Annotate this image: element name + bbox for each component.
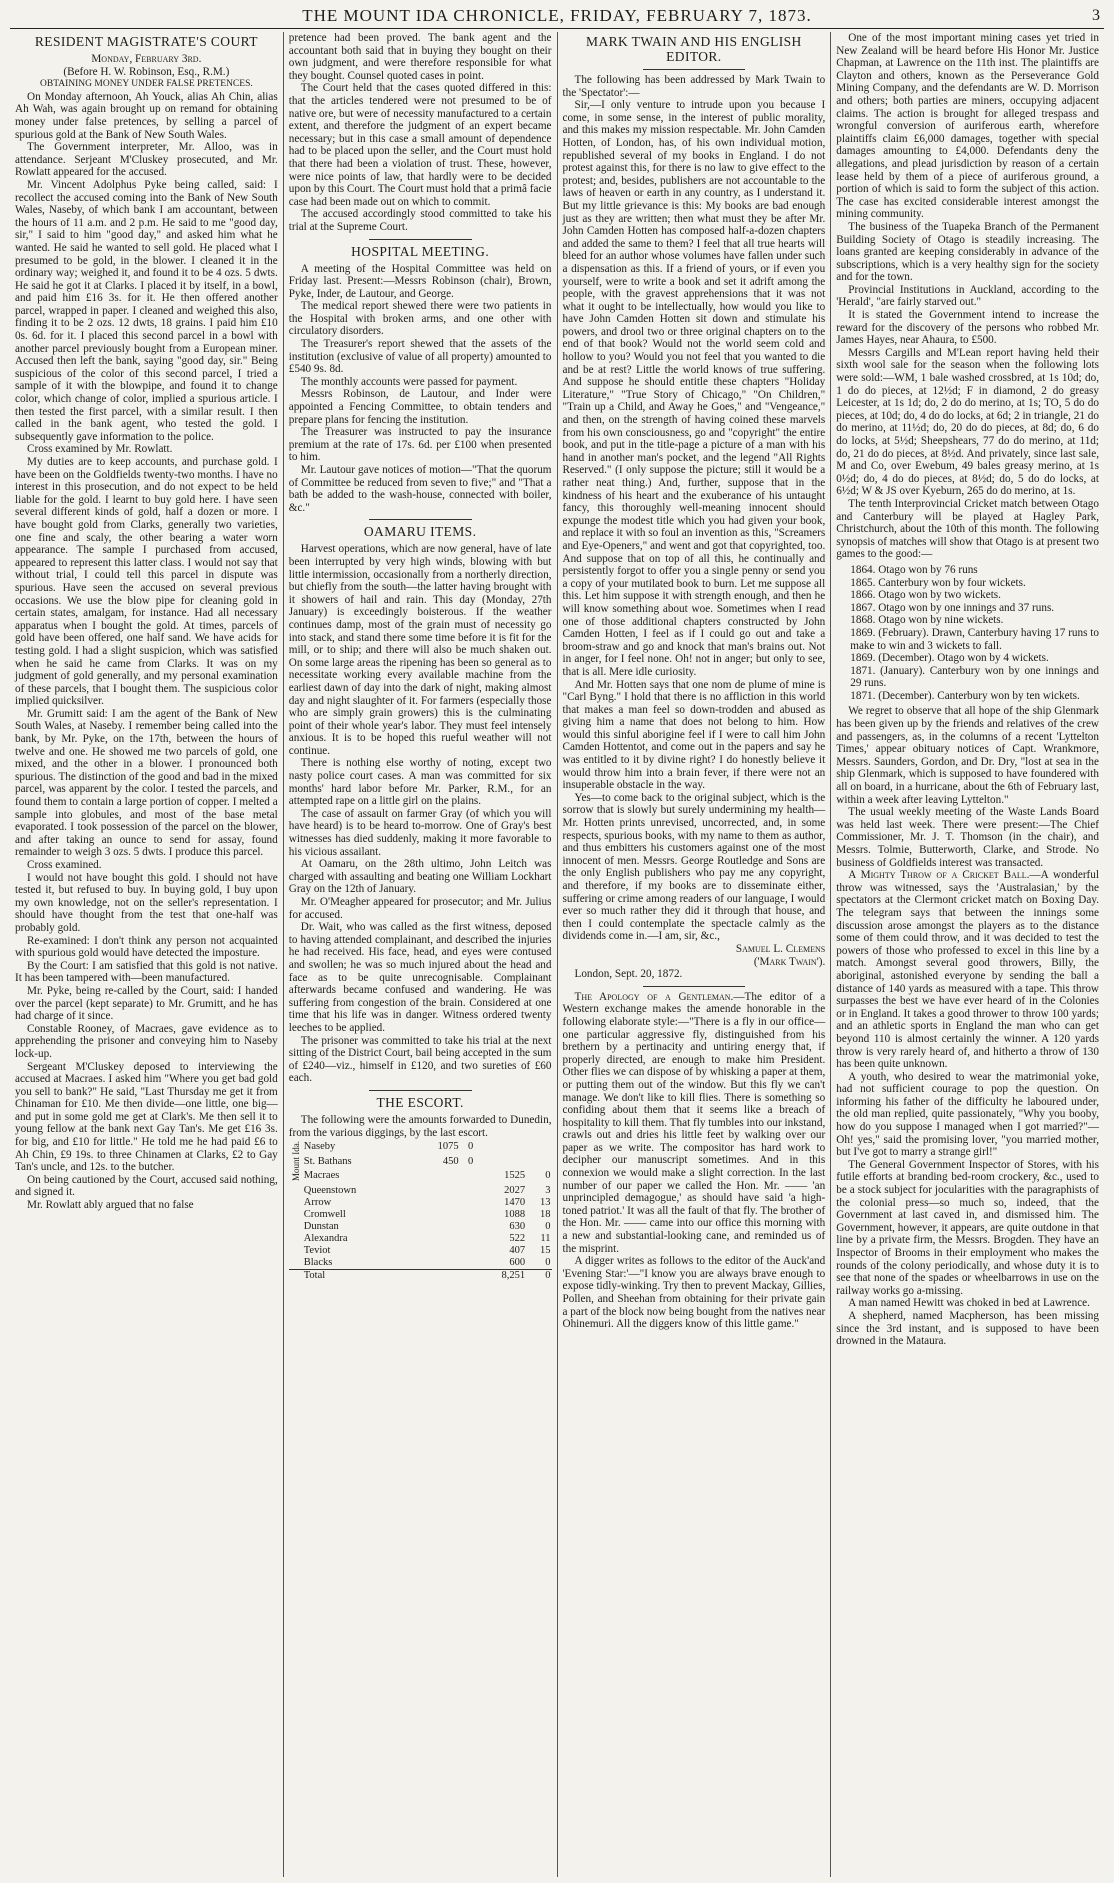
list-item: 1869. (February). Drawn, Canterbury having 17 runs to make to win and 3 wickets to fall. xyxy=(850,626,1099,652)
paragraph: The following has been addressed by Mark Twain to the 'Spectator':— xyxy=(562,74,826,99)
apology-paragraph xyxy=(563,991,826,1255)
divider xyxy=(369,519,472,520)
paragraph: The Government interpreter, Mr. Alloo, was in attendance. Serjeant M'Cluskey prosecuted, and Mr. Rowlatt appeared for the accused. xyxy=(15,141,278,179)
headline-hospital: HOSPITAL MEETING. xyxy=(351,243,490,259)
table-row xyxy=(289,1141,552,1156)
paragraph: On being cautioned by the Court, accused said nothing, and signed it. xyxy=(15,1173,278,1199)
list-item: 1867. Otago won by one innings and 37 runs. xyxy=(850,601,1055,614)
escort-oz: 1075 xyxy=(437,1141,459,1153)
headline-court: RESIDENT MAGISTRATE'S COURT xyxy=(34,34,258,49)
paragraph: Messrs Cargills and M'Lean report having held their sixth wool sale for the season when the following lots were sold:—WM, 1 bale washed crossbred, at 1s 10d; do, 1 do do pieces, at 12½d; F in diamond, 2 do greasy Leicester, at 1s 1d; do, 2 do do merino, at 1s; TO, 5 do do pieces, at 10d; do, 4 do do locks, at 6d; 2 in triangle, 21 do do merino, at 11½d; do, 20 do do pieces, at 8d; do, 6 do do locks, at 5½d; Sheepshears, 77 do do merino, at 11d; do, 21 do do pieces, at 8½d. And privately, since last sale, M and Co, over Ewebum, 49 bales greasy merino, at 1s 0½d; do, 4 do do pieces, at 8½d; do, 5 do do locks, at 6½d; W & JS over Kyeburn, 265 do do merino, at 1s. xyxy=(836,346,1099,498)
escort-group-label: Mount Ida. xyxy=(290,1141,301,1182)
escort-place: St. Bathans xyxy=(303,1155,352,1167)
paragraph: The Treasurer was instructed to pay the insurance premium at the rate of 17s. 6d. per £100 when presented to him. xyxy=(288,426,552,464)
paragraph: It is stated the Government intend to increase the reward for the discovery of the persons who robbed Mr. James Hayes, near Ahaura, to £500. xyxy=(836,309,1099,347)
escort-place: Dunstan xyxy=(303,1221,339,1233)
escort-place: Arrow xyxy=(303,1197,332,1209)
escort-intro: The following were the amounts forwarded to Dunedin, from the various diggings, by the last escort. xyxy=(288,1113,552,1139)
divider xyxy=(643,986,746,987)
paragraph: The Court held that the cases quoted differed in this: that the articles tendered were not presumed to be of native ore, but were of necessity manufactured to a certain extent, and therefore the judgment of an expert became necessary; but in this case a small amount of dependence had to be placed upon the seller, and the Court must hold that there had been a violation of trust. These, however, were nice points of law, that hardly were to be decided upon by this Court. The Court must hold that a primâ facie case had been made out on which to commit. xyxy=(288,82,552,208)
table-row xyxy=(289,1221,552,1233)
divider xyxy=(369,239,472,240)
paragraph: Yes—to come back to the original subject, which is the sorrow that is slowly but surely undermining my health—Mr. Hotten prints unrevised, uncorrected, and, in some respects, spurious books, with my name to them as author, and thus embitters his customers against one of the most innocent of men. Messrs. George Routledge and Sons are the only English publishers who pay me any copyright, and therefore, if my books are to disseminate either, suffering or crime among readers of our language, I would ever so much rather they did it through that house, and then I could contemplate the spectacle calmly as the dividends come in.—I am, sir, &c., xyxy=(562,791,826,943)
escort-dwt: 11 xyxy=(540,1233,551,1245)
escort-oz: 522 xyxy=(509,1233,526,1245)
paragraph: Re-examined: I don't think any person not acquainted with spurious gold would have detected the imposture. xyxy=(15,934,278,960)
paragraph: Mr. Grumitt said: I am the agent of the Bank of New South Wales, at Naseby. I remember being called into the bank, by Mr. Pyke, on the 17th, between the hours of twelve and one. He showed me two parcels of gold, one mixed, and the other in a blower. I pronounced both spurious. The distinction of the good and bad in the mixed parcel, was apparent by the color. I tested the parcels, and found them to contain a large portion of copper. I melted a sample into globules, and most of the base metal evaporated. I took possession of the parcel on the blower, and after taking an ounce to send for assay, found remainder to weigh 3 ozs. 5 dwts. I produce this parcel. xyxy=(15,707,278,859)
page-number: 3 xyxy=(1092,7,1100,24)
paragraph: The medical report shewed there were two patients in the Hospital with broken arms, and one other with circulatory disorders. xyxy=(288,300,552,338)
escort-oz: 2027 xyxy=(504,1185,526,1197)
list-item: 1864. Otago won by 76 runs xyxy=(850,563,978,576)
escort-total-dwt: 0 xyxy=(545,1270,551,1282)
escort-dwt: 0 xyxy=(545,1221,551,1233)
column-1 xyxy=(10,32,284,1877)
escort-dwt: 0 xyxy=(545,1257,551,1269)
paragraph: The business of the Tuapeka Branch of the Permanent Building Society of Otago is steadily increasing. The loans granted are keeping considerably in advance of the subscriptions, which is a very healthy sign for the society and for the town. xyxy=(836,220,1099,284)
list-item: 1871. (December). Canterbury won by ten wickets. xyxy=(850,689,1080,702)
paragraph: The tenth Interprovincial Cricket match between Otago and Canterbury will be played at Hagley Park, Christchurch, about the 10th of this month. The following synopsis of matches will show that Otago is at present two games to the good:— xyxy=(836,497,1099,561)
paragraph: Messrs Robinson, de Lautour, and Inder were appointed a Fencing Committee, to obtain tenders and prepare plans for fencing the institution. xyxy=(288,388,552,426)
cricket-ball-text: —A wonderful throw was witnessed, says the 'Australasian,' by the spectators at the Clermont cricket match on Boxing Day. The telegram says that between the innings some discussion arose amongst the players as to the distance some of them could throw, and it was decided to test the powers of those who professed to excel in this line by a match. Amongst several good throwers, Billy, the aboriginal, astonished everyone by sending the ball a distance of 140 yards as measured with a tape. This throw surpasses the best we have ever heard of in the Colonies or in England. It takes a good thrower to throw 100 yards; and an athletic sports in England the man who can get beyond 110 is almost certainly the winner. A 120 yards throw is very rarely heard of, and hitherto a throw of 130 has been quite unknown. xyxy=(836,869,1099,1071)
paragraph: pretence had been proved. The bank agent and the accountant both said that in buying they bought on their own judgment, and were therefore responsible for what they bought. Counsel quoted cases in point. xyxy=(288,32,552,82)
escort-dwt: 18 xyxy=(540,1209,551,1221)
paragraph: A youth, who desired to wear the matrimonial yoke, had not sufficient courage to pop the question. On informing his father of the difficulty he laboured under, the old man replied, quite passionately, "Why you booby, how do you suppose I managed when I got married?"—Oh! yes," said the promising lover, "you married mother, but I've got to marry a strange girl!" xyxy=(836,1070,1099,1159)
paragraph: The General Government Inspector of Stores, with his futile efforts at branding bed-room crockery, &c., used to be a stock subject for jocularities with the paragraphists of the colonial press—so much so, indeed, that the Government at last caved in, and dismissed him. The Government, however, it appears, are quite outdone in that line by a private firm, the Messrs. Brogden. They have an Inspector of Brooms in their employment who makes the rounds of the colony periodically, and whose duty it is to see that none of the spades or wheelbarrows in use on the railway works go a-missing. xyxy=(836,1158,1099,1297)
list-item: 1868. Otago won by nine wickets. xyxy=(850,614,1004,627)
paragraph: A man named Hewitt was choked in bed at Lawrence. xyxy=(848,1297,1090,1310)
table-row xyxy=(289,1257,552,1270)
escort-oz: 450 xyxy=(442,1155,459,1167)
paragraph: Mr. Rowlatt ably argued that no false xyxy=(27,1199,194,1212)
escort-dwt xyxy=(460,1170,475,1185)
signature-alias: ('Mark Twain'). xyxy=(753,955,826,968)
paragraph: The monthly accounts were passed for payment. xyxy=(300,375,518,388)
table-row xyxy=(289,1233,552,1245)
escort-dwt: 0 xyxy=(468,1141,474,1153)
table-row xyxy=(289,1245,552,1257)
escort-oz: 1470 xyxy=(504,1197,526,1209)
table-row xyxy=(289,1185,552,1197)
table-row xyxy=(289,1156,552,1171)
table-row xyxy=(289,1197,552,1209)
escort-place: Alexandra xyxy=(303,1233,348,1245)
escort-place: Blacks xyxy=(303,1257,333,1269)
escort-place: Naseby xyxy=(303,1141,336,1153)
column-2 xyxy=(284,32,558,1877)
escort-dwt: 15 xyxy=(540,1245,551,1257)
paragraph: Harvest operations, which are now general, have of late been interrupted by very high winds, blowing with but little intermission, occasionally from a northerly direction, but chiefly from the south—the latter having brought with it showers of hail and rain. This day (Monday, 27th January) is exceedingly boisterous. If the weather continues damp, most of the grain must of necessity go into stack, and stand there some time before it is fit for the mill, or to ship; and there will also be much shaken out. On some large areas the ripening has been so general as to necessitate working every available machine from the earliest dawn of day into the dark of night, making almost day and night slaughter of it. For farmers (especially those who are simply grain growers) this is the culminating point of their whole year's labor. They must feel intensely anxious. It is to be hoped this rueful weather will not continue. xyxy=(288,543,552,757)
escort-place: Cromwell xyxy=(303,1209,346,1221)
list-item: 1869. (December). Otago won by 4 wickets. xyxy=(850,652,1049,665)
masthead-title: THE MOUNT IDA CHRONICLE, FRIDAY, FEBRUARY 7, 1873. xyxy=(302,6,812,25)
paragraph: By the Court: I am satisfied that this gold is not native. It has been tampered with—been manufactured. xyxy=(15,959,278,985)
divider xyxy=(369,1090,472,1091)
table-row xyxy=(289,1209,552,1221)
paragraph: A digger writes as follows to the editor of the Auck'and 'Evening Star:'—"I know you are always brave enough to expose tidly-winking. Try then to prevent Mackay, Gillies, Pollen, and Sheehan from obtaining for their private gain a part of the block now being bought from the natives near Ohinemuri. All the diggers know of this little game." xyxy=(562,1255,826,1331)
paragraph: A meeting of the Hospital Committee was held on Friday last. Present:—Messrs Robinson (chair), Brown, Pyke, Inder, de Lautour, and George. xyxy=(288,262,552,300)
paragraph: There is nothing else worthy of noting, except two nasty police court cases. A man was committed for six months' hard labor before Mr. Parker, R.M., for an attempted rape on a little girl on the plains. xyxy=(288,757,552,808)
list-item: 1866. Otago won by two wickets. xyxy=(850,589,1001,602)
escort-table xyxy=(289,1141,552,1282)
escort-subtotal-dwt: 0 xyxy=(545,1170,551,1182)
escort-place: Queenstown xyxy=(303,1185,357,1197)
cricket-list xyxy=(850,564,1099,703)
paragraph: Sergeant M'Cluskey deposed to interviewing the accused at Macraes. I asked him "Where you get bad gold you sell to bank?" He said, "Last Thursday me get it from Chinaman for £10. Me then divide—one little, one big—and put in some gold me get at Clark's. Me then sell it to young fellow at the bank next Gay Tan's. Me get £16 3s. for big, and £10 for little." He told me he had paid £6 to Ah Chin, £9 19s. to three Chinamen at Clarks, £2 to Gay Tan's uncle, and 12s. to the butcher. xyxy=(15,1060,278,1174)
court-subhead: OBTAINING MONEY UNDER FALSE PRETENCES. xyxy=(40,79,253,90)
signature: Samuel L. Clemens xyxy=(735,942,826,955)
paragraph: Mr. Lautour gave notices of motion—"That the quorum of Committee be reduced from seven to five;" and "That a bath be added to the wash-house, connected with boiler, &c." xyxy=(288,464,552,514)
paragraph: Dr. Wait, who was called as the first witness, deposed to having attended complainant, and described the injuries he had received. His face, head, and eyes were contused and swollen; he was so much injured about the head and face as to be quite unrecognisable. Complainant afterwards became confused and wandering. He was suffering from congestion of the brain. Considered at one time that his life was in danger. Witness ordered twenty leeches to be applied. xyxy=(288,921,552,1034)
column-4 xyxy=(831,32,1104,1877)
paragraph: I would not have bought this gold. I should not have tested it, but refused to buy. In buying gold, I buy upon my own knowledge, not on the seller's representation. I should have thought from the test that one-half was probably gold. xyxy=(15,871,278,934)
paragraph: We regret to observe that all hope of the ship Glenmark has been given up by the friends and relatives of the crew and passengers, as, in the columns of a recent 'Lyttelton Times,' appear obituary notices of Capt. Wrankmore, Messrs. Saunders, Gordon, and Dr. Dry, "lost at sea in the ship Glenmark, which is supposed to have foundered with all on board, in a hurricane, about the 6th of February last, within a week after leaving Lyttelton." xyxy=(836,705,1099,806)
court-date: Monday, February 3rd. xyxy=(91,53,202,65)
paragraph: And Mr. Hotten says that one nom de plume of mine is "Carl Byng." I hold that there is no affliction in this world that makes a man feel so down-trodden and abused as giving him a name that does not belong to him. How would this sinful aborigine feel if I were to call him John Camden Hottentot, and come out in the papers and say he was entitled to it by divine right? I do honestly believe it would throw him into a brain fever, if there were not an insuperable obstacle in the way. xyxy=(562,678,826,792)
paragraph: Mr. Pyke, being re-called by the Court, said: I handed over the parcel (kept separate) to Mr. Grumitt, and he has had charge of it since. xyxy=(15,984,278,1023)
column-3 xyxy=(558,32,832,1877)
cricket-ball-lead: A Mighty Throw of a Cricket Ball. xyxy=(848,869,1030,882)
paragraph: The prisoner was committed to take his trial at the next sitting of the District Court, bail being accepted in the sum of £240—viz., himself in £120, and two sureties of £60 each. xyxy=(288,1034,552,1085)
paragraph: The Treasurer's report shewed that the assets of the institution (exclusive of value of all property) amounted to £540 9s. 8d. xyxy=(288,338,552,376)
paragraph: Sir,—I only venture to intrude upon you because I come, in some sense, in the interest of public morality, and this makes my mission respectable. Mr. John Camden Hotten, of London, has, of his own individual motion, republished several of my books in England. I do not protest against this, for there is no law to give effect to the protest; and, besides, publishers are not accountable to the laws of heaven or earth in any country, as I understand it. But my little grievance is this: My books are bad enough just as they are written; then what must they be after Mr. John Camden Hotten has composed half-a-dozen chapters and added the same to them? I feel that all true hearts will bleed for an author whose volumes have fallen under such a dispensation as this. If a friend of yours, or if even you yourself, were to write a book and set it adrift among the people, with the gravest apprehensions that it was not what it ought to be intellectually, how would you like to have John Camden Hotten sit down and stimulate his powers, and drool two or three original chapters on to the end of that book? Would not the world seem cold and hollow to you? Would you not feel that you wanted to die and be at rest? Little the world knows of true suffering. And suppose he should entitle these chapters "Holiday Literature," "True Story of Chicago," "On Children," "Train up a Child, and Away he Goes," and "Vengeance," and then, on the strength of having coined these marvels from his own consciousness, go and "copyright" the entire book, and put in the title-page a picture of a man with his hand in another man's pocket, and the legend "All Rights Reserved." (I only suppose the picture; still it would be a rather neat thing.) And, further, suppose that in the kindness of his heart and the exuberance of his untaught fancy, this thoroughly well-meaning innocent should expunge the modest title which you had given your book, and replace it with so foul an invention as this, "Screamers and Eye-Openers," and went and got that copyrighted, too. And suppose that on top of all this, he continually and persistently forgot to offer you a single penny or send you a copy of your mutilated book to burn. Let me suppose all this. Let him suppose it with strength enough, and then he will know something about woe. Sometimes when I read one of those additional chapters constructed by John Camden Hotten, I feel as if I could go out and take a broom-straw and go and knock that man's brains out. Not in anger, for I feel none. Oh! not in anger; but only to see, that is all. Mere idle curiosity. xyxy=(562,99,826,678)
paragraph: Constable Rooney, of Macraes, gave evidence as to apprehending the prisoner and conveying him to Naseby lock-up. xyxy=(15,1022,278,1060)
paragraph: At Oamaru, on the 28th ultimo, John Leitch was charged with assaulting and beating one William Lockhart Gray on the 12th of January. xyxy=(288,858,552,896)
headline-escort: THE ESCORT. xyxy=(376,1094,464,1110)
paragraph: Mr. Vincent Adolphus Pyke being called, said: I recollect the accused coming into the Bank of New South Wales, Naseby, of which bank I am accountant, between the hours of 11 a.m. and 2 p.m. He said to me "good day, sir," I said to him "good day," and asked him what he wanted. He said he wanted to sell gold. He placed what I presumed to be gold, in the blower. I cleaned it in the ordinary way; weighed it, and found it to be 4 ozs. 5 dwts. He said he got it at Clarks. I placed it by itself, in a bowl, and paid him £16 3s. for it. He then offered another parcel, wrapped in paper. I cleaned and weighed this also, finding it to be 2 ozs. 12 dwts, 18 grains. I paid him £10 0s. 6d. for it. I placed this second parcel in a bowl with another parcel previously bought from a European miner. Accused then left the bank, saying "good day, sir." Being suspicious of the color of this second parcel, I tried a sample of it with the blowpipe, and found it to change color, which change of color, implied a spurious article. I then tested the first parcel, with a similar result. I then called in the bank agent, who tested the gold. I subsequently gave information to the police. xyxy=(15,178,278,443)
escort-total-label: Total xyxy=(303,1270,326,1282)
escort-place: Teviot xyxy=(303,1245,331,1257)
paragraph: A shepherd, named Macpherson, has been missing since the 3rd instant, and is supposed to have been drowned in the Mataura. xyxy=(836,1309,1099,1348)
table-row xyxy=(289,1170,552,1185)
paragraph: On Monday afternoon, Ah Youck, alias Ah Chin, alias Ah Wah, was again brought up on remand for obtaining money under false pretences, by selling a parcel of spurious gold at the Bank of New South Wales. xyxy=(15,90,278,141)
apology-lead: The Apology of a Gentleman. xyxy=(574,990,734,1003)
paragraph: One of the most important mining cases yet tried in New Zealand will be heard before His Honor Mr. Justice Chapman, at Lawrence on the 11th inst. The plaintiffs are Clayton and others, known as the Perseverance Gold Mining Company, and the defendants are W. D. Morrison and others; both parties are miners, occupying adjacent claims. The action is brought for alleged trespass and wrongful conversion of auriferous earth, wherefore plaintiffs claim £6,000 damages, together with special damages amounting to £4,000. Defendants deny the allegations, and plead jurisdiction by reason of a certain lease held by them of a piece of auriferous ground, a portion of which is said to form the subject of this action. The case has excited considerable interest amongst the mining community. xyxy=(836,32,1099,221)
escort-oz: 407 xyxy=(509,1245,526,1257)
list-item: 1865. Canterbury won by four wickets. xyxy=(850,576,1026,589)
paragraph: Provincial Institutions in Auckland, according to the 'Herald', "are fairly starved out." xyxy=(836,283,1099,309)
paragraph: Cross examined by Mr. Rowlatt. xyxy=(27,443,173,456)
columns xyxy=(10,32,1104,1877)
escort-dwt: 3 xyxy=(545,1185,551,1197)
escort-oz xyxy=(413,1170,460,1185)
escort-dwt: 0 xyxy=(468,1155,474,1167)
paragraph: My duties are to keep accounts, and purchase gold. I have been on the Goldfields twenty-two months. I have no interest in this prosecution, and do not expect to be held liable for the gold. I learnt to buy gold here. I have seen several different kinds of gold, half a dozen or more. I have bought gold from Clarks, generally two varieties, one fine and scaly, the other bearing a water worn appearance. The sample I purchased from accused, appeared to represent this latter class. I would not say that without trial, I could tell this parcel in dispute was spurious. Have seen the accused on several previous occasions. We use the blow pipe for cleaning gold in certain states, amalgam, for instance. Had all necessary apparatus when I bought the gold. At times, parcels of gold have been offered, one half sand. We have acids for testing gold. I had a slight suspicion, which was satisfied when he said he came from Clarks. It was on my judgment of gold generally, and my personal examination of these parcels, that I bought them. The suspicious color implied quicksilver. xyxy=(15,456,278,708)
apology-text: —The editor of a Western exchange makes the amende honorable in the following elaborate style:—"There is a fly in our office—one particular aggressive fly, distinguished from his brethern by a pertinacity and untiring energy that, if properly directed, are enough to make him President. Other flies we can dispose of by whisking a paper at them, or putting them out of the window. But this fly we can't manage. We don't like to kill flies. There is something so confiding about them that it seems like a breach of hospitality to kill them. That fly tumbles into our inkstand, crawls out and dries his little feet by walking over our paper as we write. The compositor has hard work to decipher our manuscript sometimes. And in this connexion we would make a slight correction. In the last number of our paper we called the Hon. Mr. —— 'an unprincipled demagogue,' as should have said 'a high-toned patriot.' It was all the fault of that fly. The brother of the Hon. Mr. —— came into our office this morning with a new and substantial-looking cane, and reminded us of the misprint. xyxy=(562,990,826,1255)
court-before: (Before H. W. Robinson, Esq., R.M.) xyxy=(63,65,230,78)
escort-oz: 600 xyxy=(509,1257,526,1269)
escort-subtotal-oz: 1525 xyxy=(504,1170,526,1182)
escort-place: Macraes xyxy=(303,1170,340,1182)
court-body xyxy=(15,91,278,1212)
headline-oamaru: OAMARU ITEMS. xyxy=(363,524,477,540)
escort-dwt: 13 xyxy=(540,1197,551,1209)
divider xyxy=(643,69,746,70)
cricket-ball-paragraph xyxy=(836,869,1099,1071)
masthead xyxy=(10,6,1104,29)
escort-total-oz: 8,251 xyxy=(501,1270,526,1282)
paragraph: The case of assault on farmer Gray (of which you will have heard) is to be heard to-morrow. One of Gray's best witnesses has died suddenly, making it more favorable to his vicious assailant. xyxy=(288,807,552,858)
escort-oz: 630 xyxy=(509,1221,526,1233)
paragraph: The accused accordingly stood committed to take his trial at the Supreme Court. xyxy=(288,208,552,233)
paragraph: The usual weekly meeting of the Waste Lands Board was held last week. There were present:—The Chief Commissioner, Mr. J. T. Thomson (in the chair), and Messrs. Tolmie, Butterworth, Clarke, and Strode. No business of Goldfields interest was transacted. xyxy=(836,806,1099,869)
headline-mark-twain: MARK TWAIN AND HIS ENGLISH EDITOR. xyxy=(586,34,802,64)
list-item: 1871. (January). Canterbury won by one innings and 29 runs. xyxy=(850,664,1099,690)
escort-oz: 1088 xyxy=(504,1209,526,1221)
table-row xyxy=(289,1270,552,1283)
dateline: London, Sept. 20, 1872. xyxy=(574,968,683,981)
paragraph: Cross examined. xyxy=(27,859,102,871)
paragraph: Mr. O'Meagher appeared for prosecutor; and Mr. Julius for accused. xyxy=(288,896,552,921)
